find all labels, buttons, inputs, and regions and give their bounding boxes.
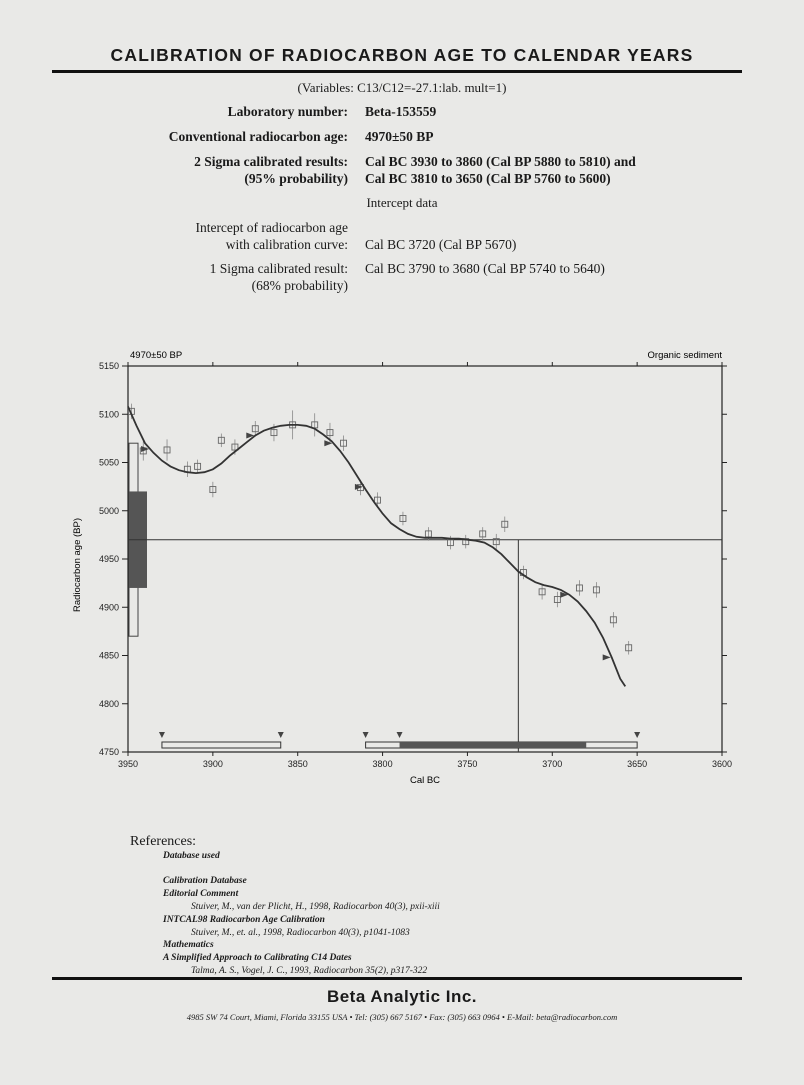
x-tick-label: 3650 [627,759,648,769]
company-name: Beta Analytic Inc. [326,987,478,1006]
conventional-age-value: 4970±50 BP [365,129,434,144]
x-tick-label: 3600 [711,759,733,769]
y-tick-label: 5100 [98,409,119,420]
y-tick-label: 5050 [98,457,119,468]
reference-line: Database used [163,851,220,861]
curve-marker [603,654,611,660]
reference-line: Mathematics [163,940,214,951]
two-sigma-value-1: Cal BC 3930 to 3860 (Cal BP 5880 to 5810) and [365,154,636,169]
x-tick-label: 3950 [117,759,139,769]
plot-frame [128,366,722,752]
one-sigma-range-bar [400,742,587,748]
y-tick-label: 4800 [98,698,119,709]
reference-line: Stuiver, M., van der Plicht, H., 1998, Radiocarbon 40(3), pxii-xiii [191,901,440,912]
two-sigma-probability: (95% probability) [244,171,348,186]
sample-type-label: Organic sediment [647,350,722,361]
x-tick-label: 3900 [202,759,223,769]
lab-number-label: Laboratory number: [227,104,348,119]
one-sigma-value: Cal BC 3790 to 3680 (Cal BP 5740 to 5640) [365,261,605,276]
x-tick-label: 3750 [457,759,478,769]
intercept-heading: Intercept data [366,195,438,210]
calibration-chart [0,340,804,800]
two-sigma-value-2: Cal BC 3810 to 3650 (Cal BP 5760 to 5600) [365,171,611,186]
intercept-value: Cal BC 3720 (Cal BP 5670) [365,237,517,252]
intercept-label-2: with calibration curve: [225,237,348,252]
reference-line: Calibration Database [163,875,247,886]
footer-rule [52,977,742,980]
range-marker [397,732,403,738]
lab-number-value: Beta-153559 [365,104,437,119]
x-axis-label: Cal BC [409,775,441,786]
reference-line: A Simplified Approach to Calibrating C14 Dates [163,953,352,964]
one-sigma-label: 1 Sigma calibrated result: [209,261,348,276]
one-sigma-probability: (68% probability) [251,278,348,293]
reference-line: INTCAL98 Radiocarbon Age Calibration [163,914,325,925]
two-sigma-label: 2 Sigma calibrated results: [194,154,348,169]
x-tick-label: 3700 [542,759,563,769]
title-rule [52,70,742,73]
intercept-label-1: Intercept of radiocarbon age [195,220,348,235]
sample-age-label: 4970±50 BP [130,350,183,361]
y-tick-label: 4750 [98,747,119,757]
page-title: CALIBRATION OF RADIOCARBON AGE TO CALENDAR YEARS [110,45,694,65]
two-sigma-range-bar [162,742,281,748]
y-axis-label: Radiocarbon age (BP) [72,518,83,612]
company-address: 4985 SW 74 Court, Miami, Florida 33155 USA • Tel: (305) 667 5167 • Fax: (305) 663 0964 • E-Mail: beta@radiocarbon.com [186,1012,618,1022]
range-marker [363,732,369,738]
range-marker [159,732,165,738]
range-marker [278,732,284,738]
x-tick-label: 3800 [372,759,393,769]
y-tick-label: 5000 [98,505,119,516]
y-tick-label: 4950 [98,554,119,564]
conventional-age-label: Conventional radiocarbon age: [168,129,348,144]
references-heading: References: [130,834,197,849]
calibration-curve [128,407,625,687]
reference-line: Editorial Comment [163,888,239,899]
range-marker [634,732,640,738]
reference-line: Stuiver, M., et. al., 1998, Radiocarbon 40(3), p1041-1083 [191,927,410,938]
x-tick-label: 3850 [287,759,308,769]
reference-line: Talma, A. S., Vogel, J. C., 1993, Radiocarbon 35(2), p317-322 [191,966,428,977]
y-tick-label: 4850 [98,650,119,661]
y-tick-label: 4900 [98,602,119,613]
y-tick-label: 5150 [98,361,119,371]
variables-line: (Variables: C13/C12=-27.1:lab. mult=1) [297,80,507,95]
